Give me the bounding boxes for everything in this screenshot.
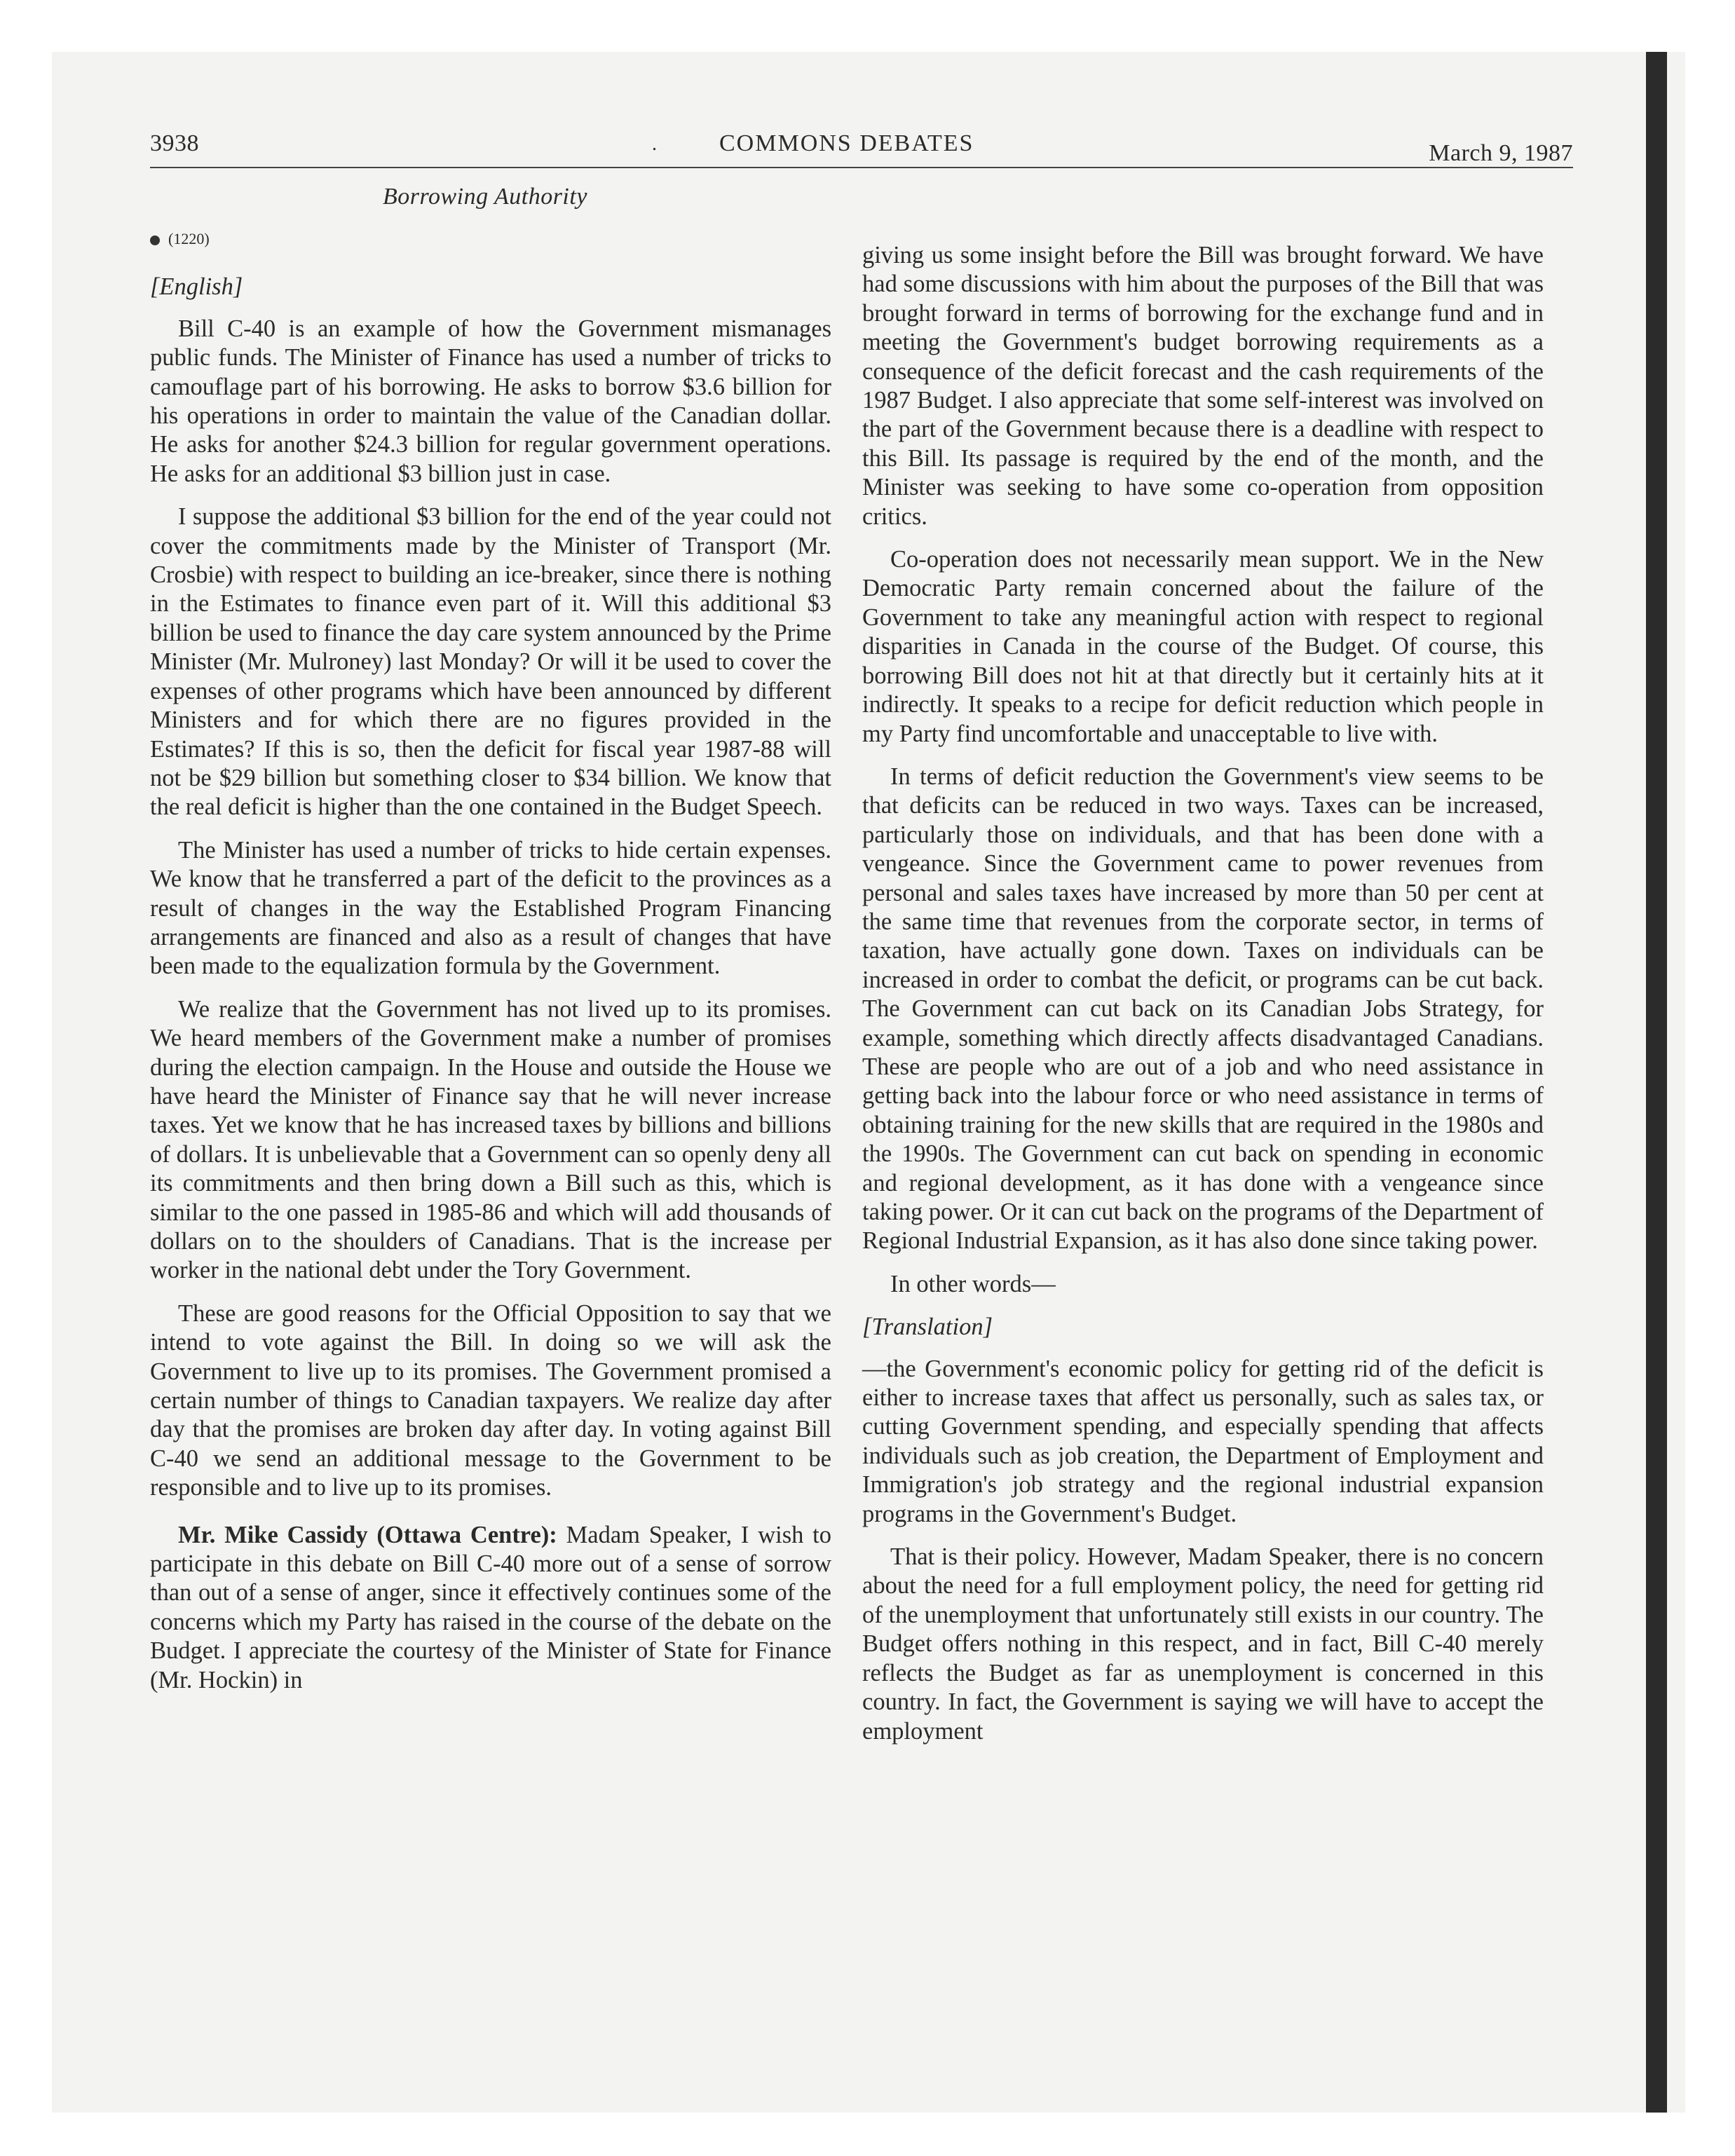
paragraph: I suppose the additional $3 billion for the end of the year could not cover the commitments made by the Minister of Transport (Mr. Crosbie) with respect to building an ice-breaker, since there is nothing in the Estimates to finance even part of it. Will this additional $3 billion be used to finance the day care system announced by the Prime Minister (Mr. Mulroney) last Monday? Or will it be used to cover the expenses of other programs which have been announced by different Ministers and for which there are no figures provided in the Estimates? If this is so, then the deficit for fiscal year 1987-88 will not be $29 billion but something closer to $34 billion. We know that the real deficit is higher than the one contained in the Budget Speech. [150, 503, 831, 821]
time-marker [150, 224, 831, 253]
language-tag: [English] [150, 273, 243, 301]
scan-edge-shadow [1646, 52, 1667, 2113]
bullet-icon [150, 236, 160, 245]
speech-text: Madam Speaker, I wish to participate in this debate on Bill C-40 more out of a sense of sorrow than out of a sense of anger, since it effectively continues some of the concerns which my Party has raised in the course of the debate on the Budget. I appreciate the courtesy of the Minister of State for Finance (Mr. Hockin) in [150, 1521, 832, 1693]
speaker-name: Mr. Mike Cassidy (Ottawa Centre): [178, 1521, 557, 1548]
paragraph: We realize that the Government has not lived up to its promises. We heard members of the Government make a number of promises during the election campaign. In the House and outside the House we have heard the Minister of Finance say that he will never increase taxes. Yet we know that he has increased taxes by billions and billions of dollars. It is unbelievable that a Government can so openly deny all its commitments and then bring down a Bill such as this, which is similar to the one passed in 1985-86 and which will add thousands of dollars on to the shoulders of Canadians. That is the increase per worker in the national debt under the Tory Government. [150, 995, 831, 1284]
paragraph: In terms of deficit reduction the Government's view seems to be that deficits can be reduced in two ways. Taxes can be increased, particularly those on individuals, and that has been done with a vengeance. Since the Government came to power revenues from personal and sales taxes have increased by more than 50 per cent at the same time that revenues from the corporate sector, in terms of taxation, have actually gone down. Taxes on individuals can be increased in order to combat the deficit, or programs can be cut back. The Government can cut back on its Canadian Jobs Strategy, for example, something which directly affects disadvantaged Canadians. These are people who are out of a job and who need assistance in getting back into the labour force or who need assistance in terms of obtaining training for the new skills that are required in the 1980s and the 1990s. The Government can cut back on spending in economic and regional development, as it has done with a vengeance since taking power. Or it can cut back on the programs of the Department of Regional Industrial Expansion, as it has also done since taking power. [862, 763, 1544, 1255]
language-tag: [Translation] [862, 1314, 993, 1341]
page-number: 3938 [150, 130, 199, 156]
paragraph: Bill C-40 is an example of how the Government mismanages public funds. The Minister of Finance has used a number of tricks to camouflage part of his borrowing. He asks to borrow $3.6 billion for his operations in order to maintain the value of the Canadian dollar. He asks for another $24.3 billion for regular government operations. He asks for an additional $3 billion just in case. [150, 315, 831, 487]
time-mark: (1220) [168, 230, 210, 247]
header-rule [150, 167, 1573, 168]
page-header [150, 130, 1573, 172]
paragraph: giving us some insight before the Bill was brought forward. We have had some discussions with him about the purposes of the Bill that was brought forward in terms of borrowing for the exchange fund and in meeting the Government's budget borrowing requirements as a consequence of the deficit forecast and the cash requirements of the 1987 Budget. I also appreciate that some self-interest was involved on the part of the Government because there is a deadline with respect to this Bill. Its passage is required by the end of the month, and the Minister was seeking to have some co-operation from opposition critics. [862, 242, 1544, 530]
left-column [150, 224, 831, 1709]
running-head: Borrowing Authority [383, 184, 587, 210]
page-date: March 9, 1987 [1429, 140, 1573, 166]
publication-title: COMMONS DEBATES [719, 130, 974, 156]
paragraph: Co-operation does not necessarily mean support. We in the New Democratic Party remain concerned about the failure of the Government to take any meaningful action with respect to regional disparities in Canada in the course of the Budget. Of course, this borrowing Bill does not hit at that directly but it certainly hits at it indirectly. It speaks to a recipe for deficit reduction which people in my Party find uncomfortable and unacceptable to live with. [862, 546, 1544, 747]
paragraph: These are good reasons for the Official Opposition to say that we intend to vote against the Bill. In doing so we will ask the Government to live up to its promises. The Government promised a certain number of things to Canadian taxpayers. We realize day after day that the promises are broken day after day. In voting against Bill C-40 we send an additional message to the Government to be responsible and to live up to its promises. [150, 1299, 831, 1501]
paragraph: The Minister has used a number of tricks to hide certain expenses. We know that he transferred a part of the deficit to the provinces as a result of changes in the way the Established Program Financing arrangements are financed and also as a result of changes that have been made to the equalization formula by the Government. [150, 836, 831, 980]
paragraph: In other words— [890, 1270, 1056, 1297]
speech-paragraph [150, 1521, 831, 1695]
header-separator: . [652, 133, 658, 155]
paragraph: —the Government's economic policy for getting rid of the deficit is either to increase taxes that affect us personally, such as sales tax, or cutting Government spending, and especially spending that affects individuals such as job creation, the Department of Employment and Immigration's job strategy and the regional industrial expansion programs in the Government's Budget. [862, 1355, 1544, 1527]
paragraph: That is their policy. However, Madam Speaker, there is no concern about the need for a full employment policy, the need for getting rid of the unemployment that unfortunately still exists in our country. The Budget offers nothing in this respect, and in fact, Bill C-40 merely reflects the Budget as far as unemployment is concerned in this country. In fact, the Government is saying we will have to accept the employment [862, 1543, 1544, 1745]
right-column [862, 241, 1544, 1760]
